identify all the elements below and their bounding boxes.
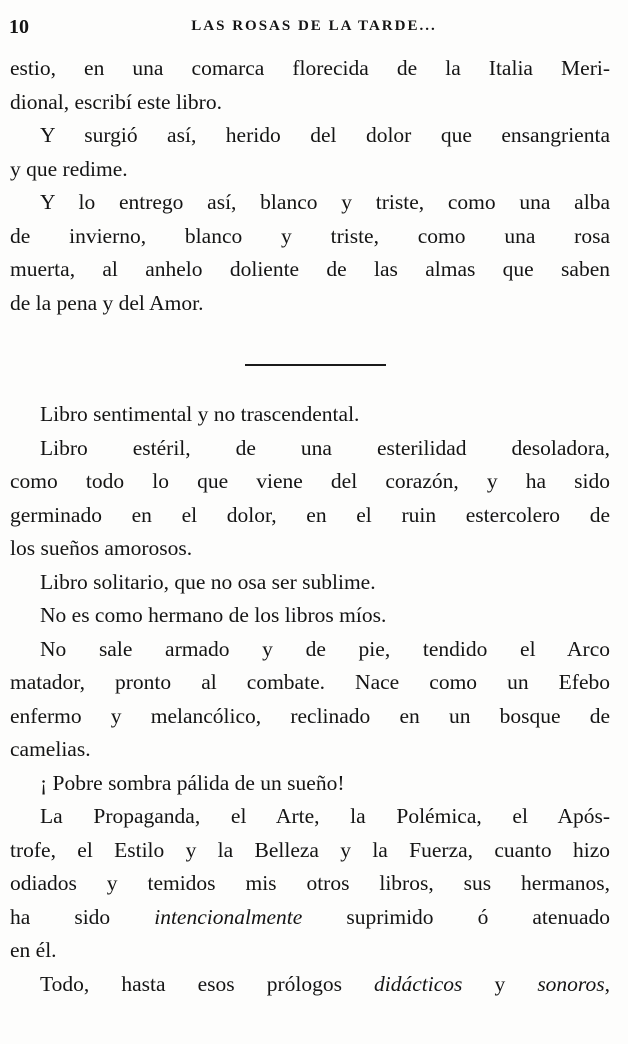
text-line: Libro solitario, que no osa ser sublime. (40, 569, 376, 594)
text-line: camelias. (10, 737, 91, 761)
text-line: trofe, el Estilo y la Belleza y la Fuerza, cuanto hizo (10, 837, 610, 862)
text-line: de invierno, blanco y triste, como una rosa (10, 223, 610, 248)
text-run: y (462, 971, 538, 996)
text-line: germinado en el dolor, en el ruin estercolero de (10, 502, 610, 527)
italic-word: intencionalmente (154, 904, 303, 929)
text-line: No es como hermano de los libros míos. (40, 603, 387, 627)
text-line: y que redime. (10, 156, 128, 181)
text-line-with-italic (10, 968, 610, 1002)
italic-word: sonoros (537, 971, 605, 996)
text-line: La Propaganda, el Arte, la Polémica, el Após- (40, 804, 610, 828)
running-title: LAS ROSAS DE LA TARDE... (191, 18, 437, 34)
text-run: Todo, hasta esos prólogos (40, 971, 375, 996)
text-line: en él. (10, 938, 57, 962)
text-line: los sueños amorosos. (10, 536, 193, 560)
text-line: dional, escribí este libro. (10, 89, 222, 114)
text-line: No sale armado y de pie, tendido el Arco (40, 636, 610, 661)
text-line: Y lo entrego así, blanco y triste, como una alba (40, 190, 610, 214)
page-number: 10 (9, 16, 29, 38)
text-block-before-divider (10, 52, 610, 320)
text-line: Libro sentimental y no trascendental. (40, 402, 360, 426)
text-line: Y surgió así, herido del dolor que ensangrienta (40, 123, 610, 147)
text-block-after-divider (10, 398, 610, 1001)
text-run: suprimido ó atenuado (302, 904, 610, 929)
italic-word: didácticos (374, 971, 463, 996)
text-line: enfermo y melancólico, reclinado en un bosque de (10, 703, 610, 728)
section-divider (245, 364, 386, 366)
text-line: como todo lo que viene del corazón, y ha sido (10, 469, 610, 493)
page-header (0, 8, 628, 48)
text-run: ha sido (10, 904, 155, 929)
text-line: Libro estéril, de una esterilidad desoladora, (40, 435, 610, 460)
text-run: , (604, 971, 610, 996)
text-line: matador, pronto al combate. Nace como un Efebo (10, 670, 610, 694)
text-line: ¡ Pobre sombra pálida de un sueño! (40, 770, 345, 795)
text-line-with-italic (10, 901, 610, 935)
text-line: de la pena y del Amor. (10, 290, 204, 315)
text-line: estio, en una comarca florecida de la Italia Meri- (10, 56, 610, 80)
text-line: muerta, al anhelo doliente de las almas que saben (10, 257, 610, 281)
text-line: odiados y temidos mis otros libros, sus hermanos, (10, 871, 610, 895)
